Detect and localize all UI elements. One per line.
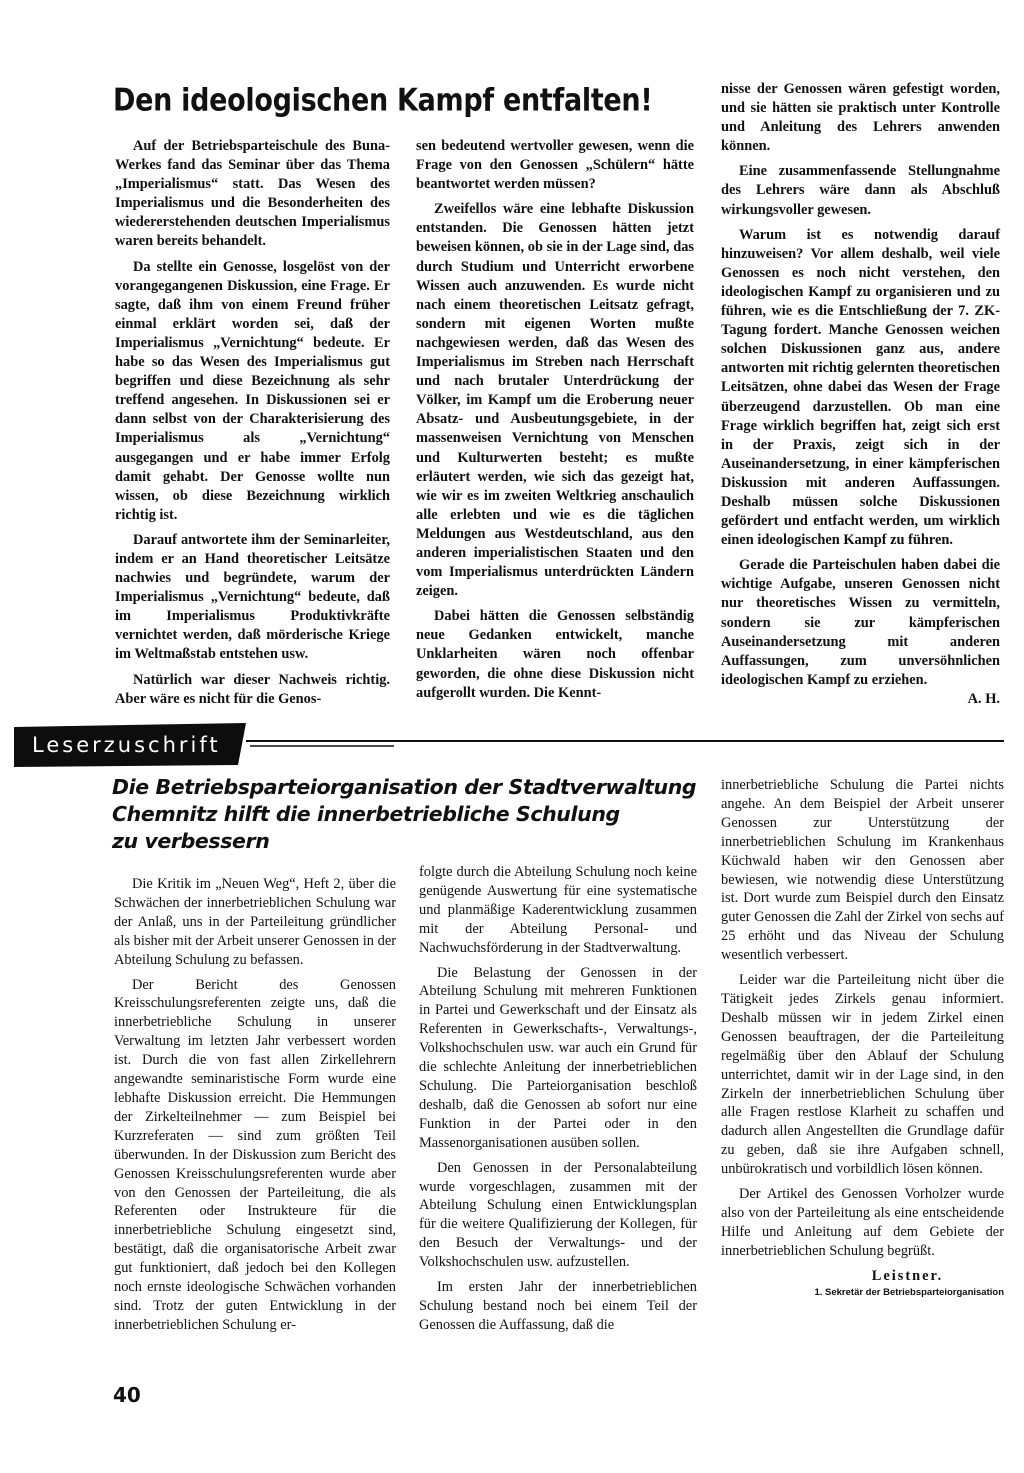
paragraph: innerbetriebliche Schulung die Partei nichts angehe. An dem Beispiel der Arbeit unserer Genossen zur Unterstützung der innerbetrieblichen Schulung im Krankenhaus Küchwald haben wir den Genossen aber bewiesen, wie notwendig diese Unterstützung ist. Dort wurde zum Beispiel durch den Einsatz guter Genossen die Zahl der Zirkel von sechs auf 25 erhöht und das Niveau der Schulung wesentlich verbessert. (721, 777, 1004, 964)
paragraph: folgte durch die Abteilung Schulung noch keine genügende Auswertung für eine systematische und planmäßige Kaderentwicklung zusammen mit der Abteilung Personal- und Nachwuchsförderung in der Stadtverwaltung. (419, 864, 697, 956)
article-column-1 (114, 875, 396, 1341)
paragraph: Natürlich war dieser Nachweis richtig. Aber wäre es nicht für die Genos- (115, 671, 390, 707)
paragraph: Den Genossen in der Personalabteilung wurde vorgeschlagen, zusammen mit der Abteilung Schulung einen Entwicklungsplan für die weitere Qualifizierung der Kollegen, für den Besuch der Verwaltungs- und der Volkshochschulen usw. aufzustellen. (419, 1159, 697, 1271)
article-column-2 (419, 863, 697, 1341)
paragraph: Zweifellos wäre eine lebhafte Diskussion entstanden. Die Genossen hätten jetzt beweisen können, ob sie in der Lage sind, das durch Studium und Unterricht erworbene Wissen auch anzuwenden. Es wurde nicht nach einem theoretischen Leitsatz gefragt, sondern mit eigenen Worten mußte nachgewiesen werden, daß das Wesen des Imperialismus im Streben nach Herrschaft und nach brutaler Unterdrückung der Völker, im Kampf um die Eroberung neuer Absatz- und Ausbeutungsgebiete, in der massenweisen Vernichtung von Menschen und Kulturwerten besteht; es mußte erläutert werden, wie sich das gezeigt hat, wie wir es im zweiten Weltkrieg anschaulich alle erlebten und wie es die täglichen Meldungen aus Westdeutschland, aus den anderen imperialistischen Staaten und den vom Imperialismus unterdrückten Ländern zeigen. (416, 201, 694, 600)
article-title: Den ideologischen Kampf entfalten! (113, 83, 653, 119)
paragraph: Da stellte ein Genosse, losgelöst von der vorangegangenen Diskussion, eine Frage. Er sagte, daß ihm von einem Freund früher einmal erklärt worden sei, daß der Imperialismus „Vernichtung“ bedeute. Er habe so das Wesen des Imperialismus gut begriffen und diese Bezeichnung als sehr treffend angesehen. In Diskussionen sei er dann selbst von der Charakterisierung des Imperialismus als „Vernichtung“ ausgegangen und er habe immer Erfolg damit gehabt. Der Genosse wollte nun wissen, ob diese Bezeichnung wirklich richtig ist. (115, 258, 390, 523)
paragraph: Gerade die Parteischulen haben dabei die wichtige Aufgabe, unseren Genossen nicht nur theoretisches Wissen zu vermitteln, sondern sie zur kämpferischen Auseinandersetzung mit anderen Auffassungen, zum unversöhnlichen ideologischen Kampf zu erziehen. (721, 557, 1000, 688)
paragraph: Leider war die Parteileitung nicht über die Tätigkeit jedes Zirkels genau informiert. Deshalb müssen wir in jedem Zirkel einen Genossen beauftragen, der die Parteileitung regelmäßig über den Ablauf der Schulung unterrichtet, damit wir in der Lage sind, in den Zirkeln der innerbetrieblichen Schulung über alle Fragen restlose Klarheit zu schaffen und dadurch allen Angestellten die Grundlage dafür zu geben, daß sie ihre Aufgaben schnell, unbürokratisch und vorbildlich lösen können. (721, 972, 1004, 1178)
article-column-3 (721, 776, 1004, 1299)
signature-name: Leistner. (871, 1267, 944, 1284)
section-banner (14, 719, 1004, 769)
signature-role: 1. Sekretär der Betriebsparteiorganisation (814, 1286, 1004, 1298)
paragraph: Darauf antwortete ihm der Seminarleiter, indem er an Hand theoretischer Leitsätze nachwies und begründete, warum der Imperialismus „Vernichtung“ bedeute, daß im Imperialismus Produktivkräfte vernichtet werden, daß mörderische Kriege im Weltmaßstab entstehen usw. (115, 531, 390, 663)
paragraph: Auf der Betriebsparteischule des Buna-Werkes fand das Seminar über das Thema „Imperialismus“ statt. Das Wesen des Imperialismus und die Besonderheiten des wiedererstehenden deutschen Imperialismus waren bereits behandelt. (115, 138, 390, 250)
article-title (112, 774, 712, 855)
paragraph: sen bedeutend wertvoller gewesen, wenn die Frage von den Genossen „Schülern“ hätte beantwortet werden müssen? (416, 138, 694, 193)
title-line: Die Betriebsparteiorganisation der Stadtverwaltung (112, 775, 697, 799)
article-column-2 (416, 137, 694, 709)
paragraph: Die Belastung der Genossen in der Abteilung Schulung mit mehreren Funktionen in Partei und Gewerkschaft und der Einsatz als Referenten in Gewerkschafts-, Verwaltungs-, Volkshochschulen usw. war auch ein Grund für die schlechte Anleitung der innerbetrieblichen Schulung. Die Parteiorganisation beschloß deshalb, daß die Genossen ab sofort nur eine Funktion in der Partei oder in den Massenorganisationen ausüben sollen. (419, 964, 697, 1151)
paragraph: Der Bericht des Genossen Kreisschulungsreferenten zeigte uns, daß die innerbetriebliche Schulung in unserer Verwaltung im letzten Jahr verbessert worden ist. Durch die von fast allen Zirkellehrern angewandte seminaristische Form wurde eine lebhafte Diskussion erreicht. Die Hemmungen der Zirkelteilnehmer — zum Beispiel bei Kurzreferaten — sind zum größten Teil überwunden. In der Diskussion zum Bericht des Genossen Kreisschulungsreferenten wurde aber von den Genossen der Parteileitung, die als Referenten oder Instrukteure für die innerbetriebliche Schulung eingesetzt sind, bestätigt, daß die organisatorische Arbeit zwar gut funktioniert, daß jedoch bei den Kollegen noch ernste ideologische Schwächen vorhanden sind. Trotz der guten Entwicklung in der innerbetrieblichen Schulung er- (114, 976, 396, 1333)
article-column-1 (115, 137, 390, 715)
paragraph: Die Kritik im „Neuen Weg“, Heft 2, über die Schwächen der innerbetrieblichen Schulung war der Anlaß, uns in der Parteileitung gründlicher als bisher mit der Arbeit unserer Genossen in der Abteilung Schulung zu befassen. (114, 876, 396, 968)
page-number: 40 (113, 1383, 141, 1407)
title-line: Chemnitz hilft die innerbetriebliche Schulung (112, 802, 620, 826)
paragraph: Warum ist es notwendig darauf hinzuweisen? Vor allem deshalb, weil viele Genossen es noch nicht verstehen, den ideologischen Kampf zu organisieren und zu führen, wie es die Entschließung der 7. ZK-Tagung fordert. Manche Genossen weichen solchen Diskussionen ganz aus, andere antworten mit richtig gelernten theoretischen Leitsätzen, ohne dabei das Wesen der Frage überzeugend darzustellen. Ob man eine Frage wirklich begriffen hat, zeigt sich erst in der Praxis, zeigt sich in der Auseinandersetzung, in einer kämpferischen Diskussion mit anderen Auffassungen. Deshalb müssen solche Diskussionen gefördert und entfacht werden, um wirklich einen ideologischen Kampf zu führen. (721, 226, 1000, 549)
paragraph: Dabei hätten die Genossen selbständig neue Gedanken entwickelt, manche Unklarheiten wären noch offenbar geworden, die ohne diese Diskussion nicht aufgerollt wurden. Die Kennt- (416, 608, 694, 701)
section-label: Leserzuschrift (32, 733, 221, 757)
paragraph: Im ersten Jahr der innerbetrieblichen Schulung bestand noch bei einem Teil der Genossen die Auffassung, daß die (419, 1279, 697, 1333)
paragraph: nisse der Genossen wären gefestigt worden, und sie hätten sie praktisch unter Kontrolle und Anleitung des Lehrers anwenden können. (721, 81, 1000, 155)
signature: A. H. (967, 690, 1000, 707)
paragraph: Der Artikel des Genossen Vorholzer wurde also von der Parteileitung als eine entscheidende Hilfe und Anleitung auf dem Gebiete der innerbetrieblichen Schulung begrüßt. (721, 1186, 1004, 1259)
title-line: zu verbessern (112, 829, 270, 853)
paragraph: Eine zusammenfassende Stellungnahme des Lehrers wäre dann als Abschluß wirkungsvoller gewesen. (721, 163, 1000, 218)
article-column-3 (721, 80, 1000, 709)
